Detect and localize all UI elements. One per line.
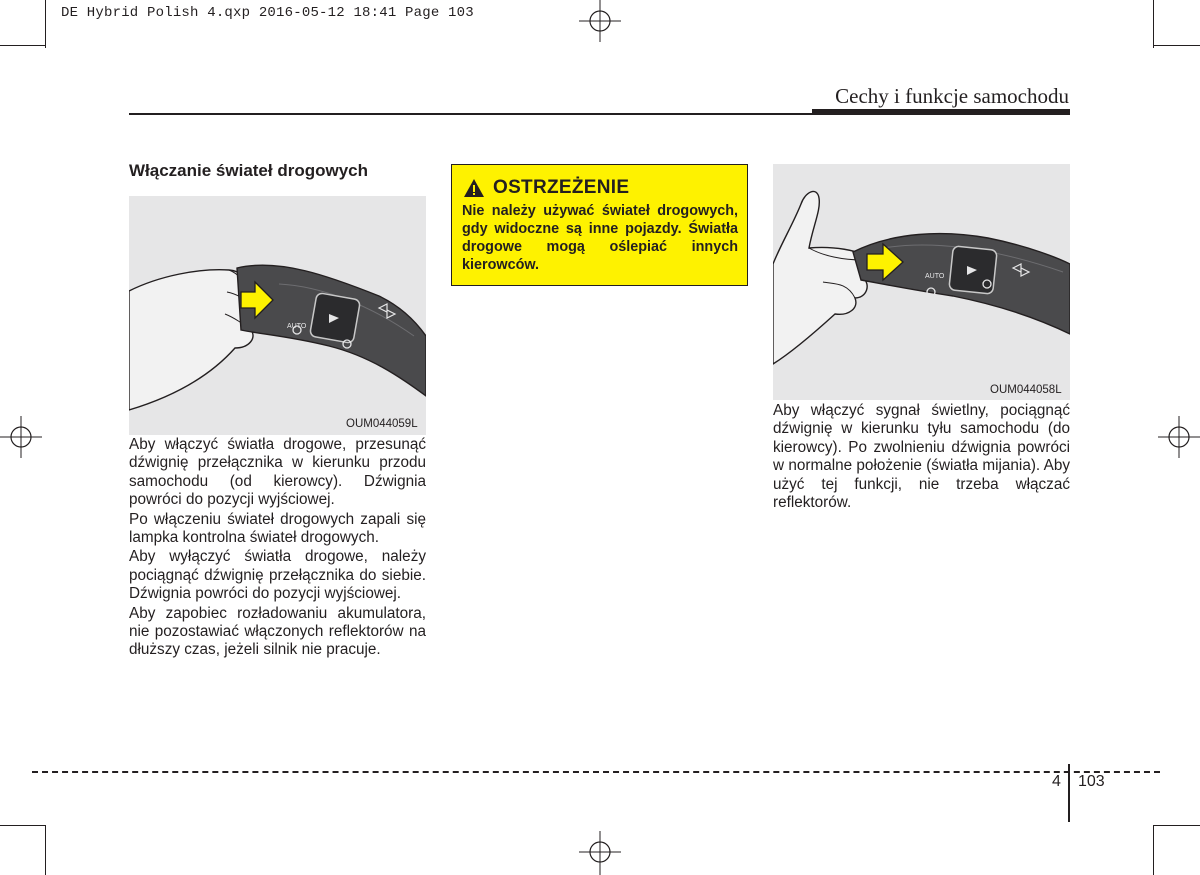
footer-separator — [1068, 764, 1070, 822]
warning-title — [463, 177, 629, 199]
paragraph: Aby włączyć sygnał świetlny, pociągnąć dźwignię w kierunku tyłu samochodu (do kierowcy). Po zwolnieniu dźwignia powróci w normalne położenie (światła mijania). Aby użyć tej funkcji, nie trzeba włączać reflektorów. — [773, 402, 1070, 512]
registration-mark-bottom — [579, 831, 621, 875]
warning-title-text: OSTRZEŻENIE — [493, 177, 630, 198]
section-heading: Włączanie świateł drogowych — [129, 161, 369, 180]
chapter-title: Cechy i funkcje samochodu — [835, 84, 1069, 108]
warning-text: Nie należy używać świateł drogowych, gdy widoczne są inne pojazdy. Światła drogowe mogą oślepiać innych kierowców. — [462, 203, 738, 273]
footer-dashed-rule — [32, 771, 1160, 773]
lever-push-illustration — [129, 196, 426, 435]
figure-code: OUM044058L — [990, 384, 1062, 396]
figure-high-beam-push — [129, 196, 426, 435]
figure-flash-to-pass — [773, 164, 1070, 400]
left-column-text — [129, 436, 426, 660]
header-rule-accent — [812, 109, 1070, 115]
chapter-number: 4 — [1052, 773, 1061, 790]
lever-auto-label: AUTO — [925, 273, 945, 280]
lever-auto-label: AUTO — [287, 323, 307, 330]
paragraph: Aby wyłączyć światła drogowe, należy pociągnąć dźwignię przełącznika do siebie. Dźwignia powróci do pozycji wyjściowej. — [129, 548, 426, 603]
paragraph: Po włączeniu świateł drogowych zapali się lampka kontrolna świateł drogowych. — [129, 510, 426, 547]
registration-mark-right — [1158, 416, 1200, 458]
header-rule — [129, 113, 812, 115]
paragraph: Aby włączyć światła drogowe, przesunąć dźwignię przełącznika w kierunku przodu samochodu (od kierowcy). Dźwignia powróci do pozycji wyjściowej. — [129, 436, 426, 509]
page-number: 103 — [1078, 773, 1105, 790]
registration-mark-top — [579, 0, 621, 42]
print-slug: DE Hybrid Polish 4.qxp 2016-05-12 18:41 Page 103 — [61, 5, 474, 21]
right-column-text — [773, 402, 1070, 512]
warning-triangle-icon — [463, 178, 485, 198]
figure-code: OUM044059L — [346, 418, 418, 430]
paragraph: Aby zapobiec rozładowaniu akumulatora, nie pozostawiać włączonych reflektorów na dłuższy czas, jeżeli silnik nie pracuje. — [129, 604, 426, 659]
warning-box — [451, 164, 748, 286]
registration-mark-left — [0, 416, 42, 458]
lever-pull-illustration — [773, 164, 1070, 400]
